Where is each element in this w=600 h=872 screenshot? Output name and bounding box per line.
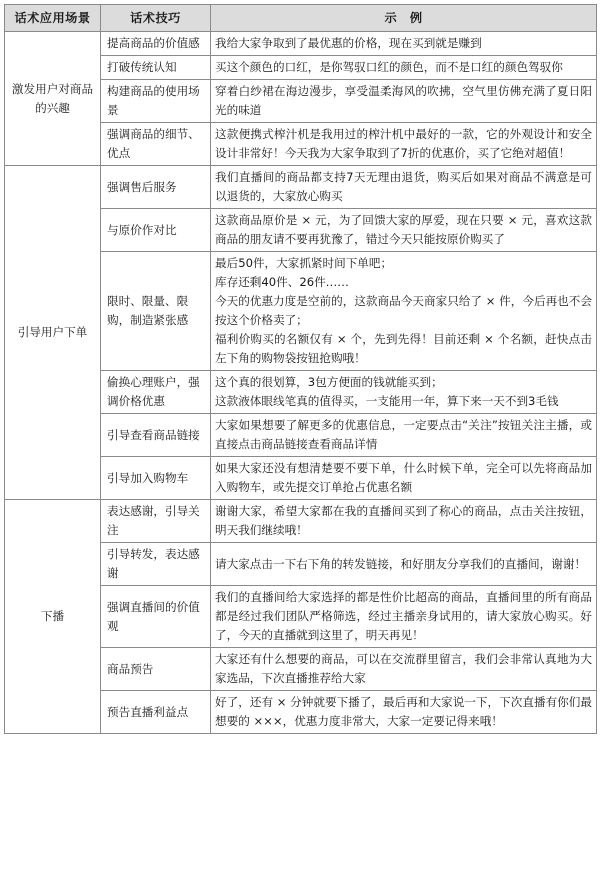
technique-cell: 强调售后服务 [101, 166, 211, 209]
technique-cell: 偷换心理账户，强调价格优惠 [101, 371, 211, 414]
table-row [5, 166, 597, 209]
technique-cell: 强调商品的细节、优点 [101, 123, 211, 166]
table-row [5, 32, 597, 56]
example-line: 今天的优惠力度是空前的，这款商品今天商家只给了 × 件，今后再也不会按这个价格卖了； [215, 294, 592, 327]
scene-cell: 引导用户下单 [5, 166, 101, 500]
technique-cell: 构建商品的使用场景 [101, 80, 211, 123]
technique-cell: 预告直播利益点 [101, 691, 211, 734]
example-cell: 我给大家争取到了最优惠的价格，现在买到就是赚到 [211, 32, 597, 56]
technique-cell: 打破传统认知 [101, 56, 211, 80]
example-cell: 买这个颜色的口红，是你驾驭口红的颜色，而不是口红的颜色驾驭你 [211, 56, 597, 80]
technique-cell: 商品预告 [101, 648, 211, 691]
example-line: 福利价购买的名额仅有 × 个，先到先得！目前还剩 × 个名额，赶快点击左下角的购物袋按钮抢购哦！ [215, 332, 592, 365]
example-cell: 大家还有什么想要的商品，可以在交流群里留言，我们会非常认真地为大家选品，下次直播推荐给大家 [211, 648, 597, 691]
header-technique: 话术技巧 [101, 5, 211, 32]
example-cell: 我们的直播间给大家选择的都是性价比超高的商品，直播间里的所有商品都是经过我们团队严格筛选，经过主播亲身试用的，请大家放心购买。好了，今天的直播就到这里了，明天再见！ [211, 586, 597, 648]
example-line: 这个真的很划算，3包方便面的钱就能买到； [215, 375, 443, 389]
example-line: 这款液体眼线笔真的值得买，一支能用一年，算下来一天不到3毛钱 [215, 394, 559, 408]
technique-cell: 引导转发，表达感谢 [101, 543, 211, 586]
example-cell: 如果大家还没有想清楚要不要下单，什么时候下单，完全可以先将商品加入购物车，或先提交订单抢占优惠名额 [211, 457, 597, 500]
header-scene: 话术应用场景 [5, 5, 101, 32]
technique-cell: 限时、限量、限购，制造紧张感 [101, 252, 211, 371]
technique-cell: 表达感谢，引导关注 [101, 500, 211, 543]
example-cell: 请大家点击一下右下角的转发链接，和好朋友分享我们的直播间，谢谢！ [211, 543, 597, 586]
example-cell [211, 371, 597, 414]
technique-cell: 提高商品的价值感 [101, 32, 211, 56]
example-cell: 谢谢大家，希望大家都在我的直播间买到了称心的商品，点击关注按钮，明天我们继续哦！ [211, 500, 597, 543]
table-row [5, 500, 597, 543]
scene-cell: 下播 [5, 500, 101, 734]
technique-cell: 与原价作对比 [101, 209, 211, 252]
example-line: 库存还剩40件、26件…… [215, 275, 349, 289]
scene-cell: 激发用户对商品的兴趣 [5, 32, 101, 166]
example-cell: 这款便携式榨汁机是我用过的榨汁机中最好的一款，它的外观设计和安全设计非常好！今天我为大家争取到了7折的优惠价，买了它绝对超值！ [211, 123, 597, 166]
example-cell [211, 252, 597, 371]
table-header-row [5, 5, 597, 32]
example-cell: 大家如果想要了解更多的优惠信息，一定要点击“关注”按钮关注主播，或直接点击商品链接查看商品详情 [211, 414, 597, 457]
speech-skills-table [4, 4, 597, 734]
technique-cell: 引导加入购物车 [101, 457, 211, 500]
example-cell: 这款商品原价是 × 元，为了回馈大家的厚爱，现在只要 × 元，喜欢这款商品的朋友请不要再犹豫了，错过今天只能按原价购买了 [211, 209, 597, 252]
example-cell: 好了，还有 × 分钟就要下播了，最后再和大家说一下，下次直播有你们最想要的 ×××，优惠力度非常大，大家一定要记得来哦！ [211, 691, 597, 734]
technique-cell: 强调直播间的价值观 [101, 586, 211, 648]
example-cell: 我们直播间的商品都支持7天无理由退货，购买后如果对商品不满意是可以退货的，大家放心购买 [211, 166, 597, 209]
header-example: 示 例 [211, 5, 597, 32]
example-line: 最后50件，大家抓紧时间下单吧； [215, 256, 393, 270]
technique-cell: 引导查看商品链接 [101, 414, 211, 457]
example-cell: 穿着白纱裙在海边漫步，享受温柔海风的吹拂，空气里仿佛充满了夏日阳光的味道 [211, 80, 597, 123]
